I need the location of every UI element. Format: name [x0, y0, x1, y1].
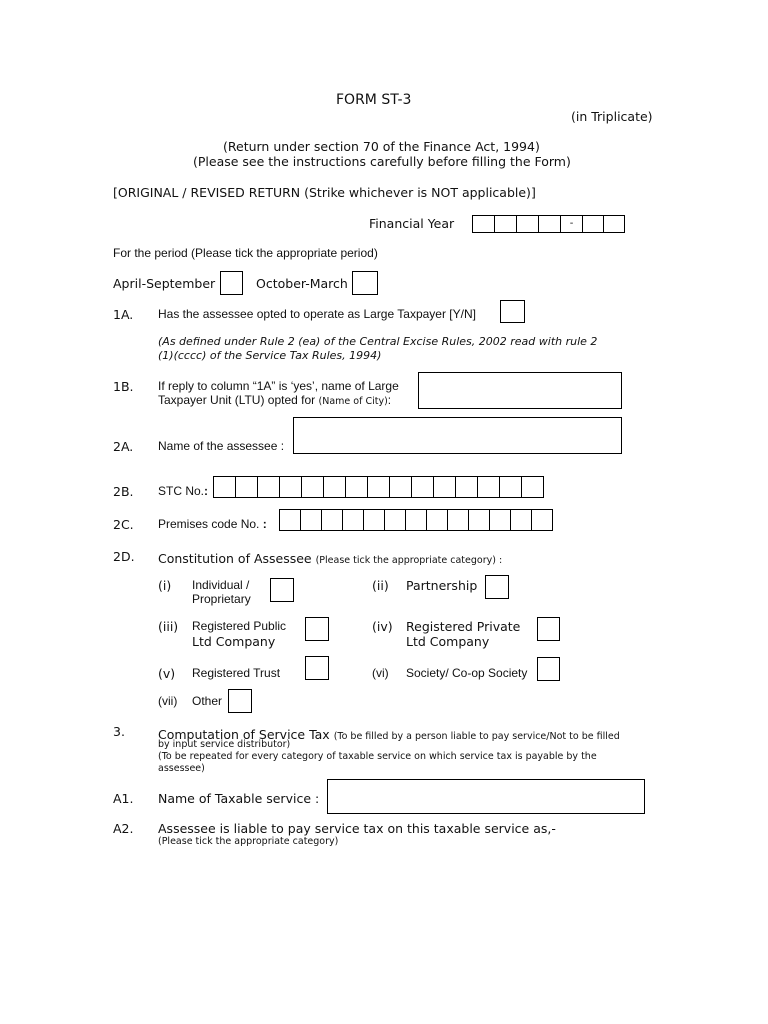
q2d-label	[158, 548, 502, 567]
option-partnership-checkbox[interactable]	[485, 575, 509, 599]
option-vii-label: Other	[192, 694, 223, 708]
option-vi-label: Society/ Co-op Society	[406, 666, 528, 680]
q2a-number: 2A.	[113, 439, 134, 454]
q3-hint-line4: assessee)	[158, 763, 205, 774]
a1-number: A1.	[113, 791, 134, 806]
q3-hint-line1: (To be filled by a person liable to pay service/Not to be filled	[333, 731, 620, 742]
period-oct-mar-checkbox[interactable]	[352, 271, 378, 295]
q3-label-text: Computation of Service Tax	[158, 727, 334, 742]
period-prompt: For the period (Please tick the appropriate period)	[113, 246, 378, 260]
option-iv-line2: Ltd Company	[406, 634, 490, 649]
option-public-ltd-checkbox[interactable]	[305, 617, 329, 641]
financial-year-separator: -	[561, 216, 583, 232]
q1a-note-line1: (As defined under Rule 2 (ea) of the Central Excise Rules, 2002 read with rule 2	[158, 335, 598, 348]
q2d-number: 2D.	[113, 549, 135, 564]
q2a-label: Name of the assessee :	[158, 439, 285, 453]
option-iii-line1: Registered Public	[192, 619, 287, 633]
option-vii-number: (vii)	[158, 694, 178, 708]
q1b-city-hint: (Name of City)	[318, 396, 388, 407]
option-i-number: (i)	[158, 578, 172, 593]
taxable-service-input[interactable]	[327, 779, 645, 814]
financial-year-label: Financial Year	[369, 216, 455, 231]
q1a-text: Has the assessee opted to operate as Large Taxpayer [Y/N]	[158, 307, 476, 321]
q2c-number: 2C.	[113, 517, 134, 532]
a2-number: A2.	[113, 821, 134, 836]
assessee-name-input[interactable]	[293, 417, 622, 454]
subtitle-instructions: (Please see the instructions carefully before filling the Form)	[193, 154, 571, 169]
form-title: FORM ST-3	[336, 92, 412, 108]
q2b-number: 2B.	[113, 484, 134, 499]
option-society-checkbox[interactable]	[537, 657, 560, 681]
q3-hint-line2: by input service distributor)	[158, 739, 291, 750]
option-ii-label: Partnership	[406, 578, 478, 593]
period-apr-sep-label: April-September	[113, 276, 216, 291]
option-other-checkbox[interactable]	[228, 689, 252, 713]
option-iv-number: (iv)	[372, 619, 393, 634]
option-v-number: (v)	[158, 666, 176, 681]
option-individual-checkbox[interactable]	[270, 578, 294, 602]
option-vi-number: (vi)	[372, 666, 389, 680]
q2c-label	[158, 517, 267, 531]
q2c-colon: :	[262, 517, 267, 531]
q2d-hint: (Please tick the appropriate category) :	[315, 555, 503, 566]
period-apr-sep-checkbox[interactable]	[220, 271, 243, 295]
q2b-label-text: STC No.	[158, 484, 205, 498]
a2-label: Assessee is liable to pay service tax on this taxable service as,-	[158, 821, 556, 836]
q1b-line2-text: Taxpayer Unit (LTU) opted for	[158, 393, 319, 407]
q1b-line1: If reply to column “1A” is ‘yes’, name of Large	[158, 379, 399, 393]
subtitle-section: (Return under section 70 of the Finance Act, 1994)	[223, 139, 540, 154]
q1b-colon: :	[387, 393, 392, 407]
return-type: [ORIGINAL / REVISED RETURN (Strike whichever is NOT applicable)]	[113, 185, 536, 200]
q3-hint-line3: (To be repeated for every category of taxable service on which service tax is payable by the	[158, 751, 597, 762]
q2b-colon: :	[204, 484, 209, 498]
triplicate-note: (in Triplicate)	[571, 109, 653, 124]
q1b-number: 1B.	[113, 379, 134, 394]
option-v-label: Registered Trust	[192, 666, 281, 680]
large-taxpayer-input[interactable]	[500, 300, 525, 323]
ltu-city-input[interactable]	[418, 372, 622, 409]
premises-code-cells[interactable]	[279, 509, 553, 531]
a1-label: Name of Taxable service :	[158, 791, 320, 806]
financial-year-cells[interactable]	[472, 215, 625, 233]
option-iii-line2: Ltd Company	[192, 634, 276, 649]
option-iii-number: (iii)	[158, 619, 179, 634]
a2-hint: (Please tick the appropriate category)	[158, 836, 339, 847]
stc-number-cells[interactable]	[213, 476, 544, 498]
option-private-ltd-checkbox[interactable]	[537, 617, 560, 641]
option-i-line2: Proprietary	[192, 592, 251, 606]
q2c-label-text: Premises code No.	[158, 517, 260, 531]
period-oct-mar-label: October-March	[256, 276, 348, 291]
option-iv-line1: Registered Private	[406, 619, 521, 634]
q1a-note-line2: (1)(cccc) of the Service Tax Rules, 1994)	[158, 349, 382, 362]
q2d-label-text: Constitution of Assessee	[158, 551, 316, 566]
option-i-line1: Individual /	[192, 578, 250, 592]
q3-number: 3.	[113, 724, 125, 739]
q1a-number: 1A.	[113, 307, 134, 322]
q1b-line2	[158, 393, 391, 407]
q2b-label	[158, 484, 208, 498]
option-trust-checkbox[interactable]	[305, 656, 329, 680]
option-ii-number: (ii)	[372, 578, 389, 593]
